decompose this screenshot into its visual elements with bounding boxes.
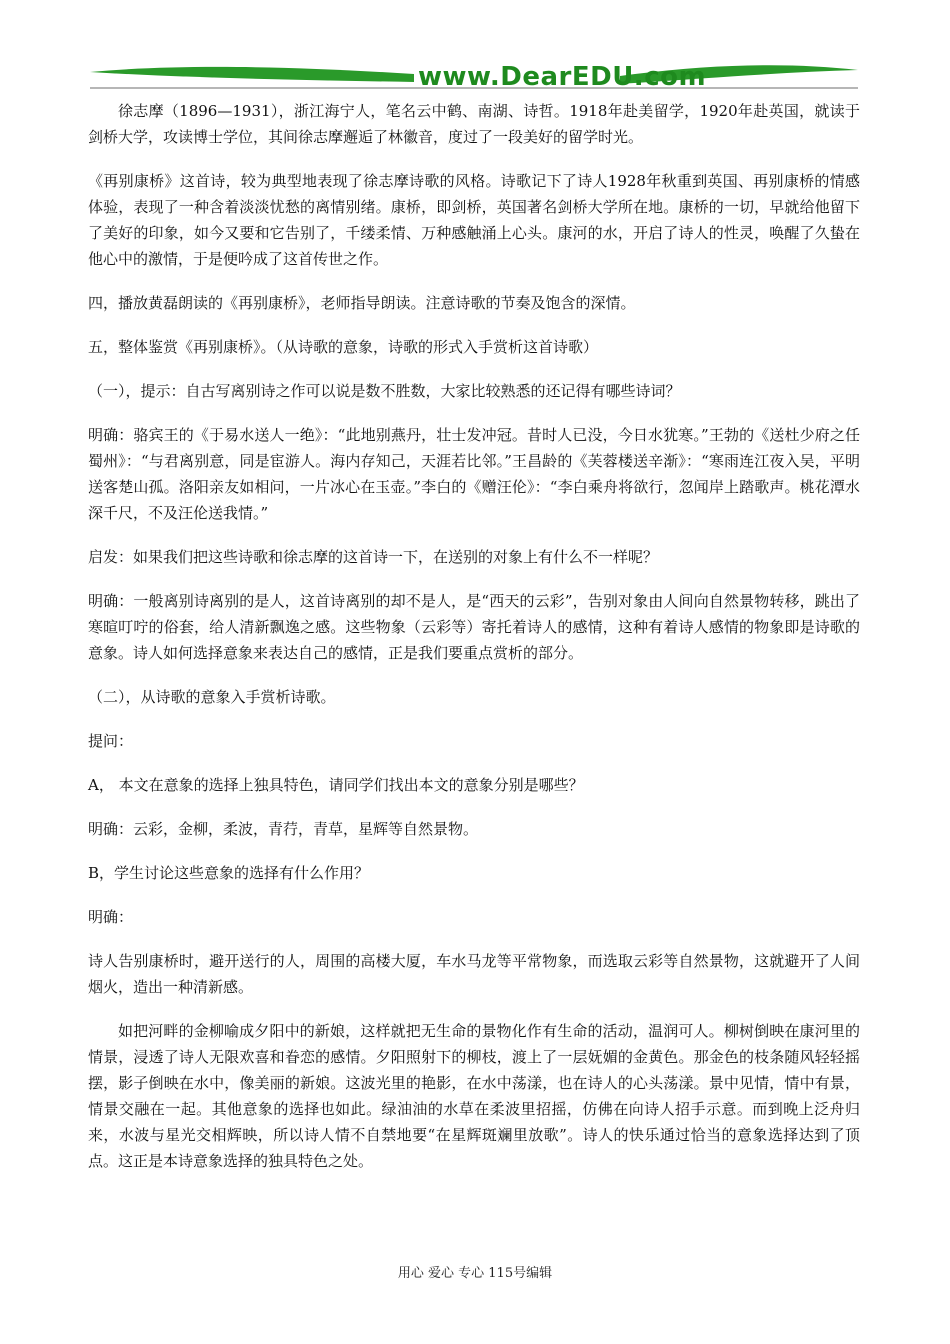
paragraph-poem-intro: 《再别康桥》这首诗，较为典型地表现了徐志摩诗歌的风格。诗歌记下了诗人1928年秋重到英国、再别康桥的情感体验，表现了一种含着淡淡忧愁的离情别绪。康桥，即剑桥，英国著名剑桥大学所在地。康桥的一切，早就给他留下了美好的印象，如今又要和它告别了，千缕柔情、万种感触涌上心头。康河的水，开启了诗人的性灵，唤醒了久蛰在他心中的激情，于是便吟成了这首传世之作。 — [88, 172, 860, 268]
paragraph-question: 提问： — [88, 732, 134, 750]
paragraph-inspiration: 启发：如果我们把这些诗歌和徐志摩的这首诗一下，在送别的对象上有什么不一样呢？ — [88, 548, 659, 566]
paragraph-hint-one: （一），提示：自古写离别诗之作可以说是数不胜数，大家比较熟悉的还记得有哪些诗词？ — [88, 382, 681, 400]
paragraph-section-five: 五，整体鉴赏《再别康桥》。（从诗歌的意象，诗歌的形式入手赏析这首诗歌） — [88, 338, 599, 356]
site-logo-text[interactable]: www.DearEDU.com — [418, 62, 707, 92]
paragraph-section-four: 四，播放黄磊朗读的《再别康桥》，老师指导朗读。注意诗歌的节奏及饱含的深情。 — [88, 294, 636, 312]
paragraph-answer-b-one: 诗人告别康桥时，避开送行的人，周围的高楼大厦，车水马龙等平常物象，而选取云彩等自然景物，这就避开了人间烟火，造出一种清新感。 — [88, 952, 860, 996]
paragraph-answer-imagery: 明确：一般离别诗离别的是人，这首诗离别的却不是人，是“西天的云彩”，告别对象由人间向自然景物转移，跳出了寒暄叮咛的俗套，给人清新飘逸之感。这些物象（云彩等）寄托着诗人的感情，这种有着诗人感情的物象即是诗歌的意象。诗人如何选择意象来表达自己的感情，正是我们要重点赏析的部分。 — [88, 592, 860, 662]
paragraph-question-a: A， 本文在意象的选择上独具特色，请同学们找出本文的意象分别是哪些？ — [88, 776, 584, 794]
paragraph-answer-b-label: 明确： — [88, 908, 134, 926]
paragraph-answer-poems: 明确：骆宾王的《于易水送人一绝》：“此地别燕丹，壮士发冲冠。昔时人已没，今日水犹寒。”王勃的《送杜少府之任蜀州》：“与君离别意，同是宦游人。海内存知己，天涯若比邻。”王昌龄的《芙蓉楼送辛渐》：“寒雨连江夜入吴，平明送客楚山孤。洛阳亲友如相问，一片冰心在玉壶。”李白的《赠汪伦》：“李白乘舟将欲行，忽闻岸上踏歌声。桃花潭水深千尺，不及汪伦送我情。” — [88, 426, 860, 522]
paragraph-hint-two: （二），从诗歌的意象入手赏析诗歌。 — [88, 688, 336, 706]
paragraph-question-b: B，学生讨论这些意象的选择有什么作用？ — [88, 864, 370, 882]
paragraph-answer-a: 明确：云彩，金柳，柔波，青荇，青草，星辉等自然景物。 — [88, 820, 479, 838]
paragraph-author-bio: 徐志摩（1896—1931），浙江海宁人，笔名云中鹤、南湖、诗哲。1918年赴美留学，1920年赴英国，就读于剑桥大学，攻读博士学位，其间徐志摩邂逅了林徽音，度过了一段美好的留学时光。 — [88, 102, 860, 146]
document-body — [88, 98, 860, 1174]
paragraph-answer-b-two: 如把河畔的金柳喻成夕阳中的新娘，这样就把无生命的景物化作有生命的活动，温润可人。柳树倒映在康河里的情景，浸透了诗人无限欢喜和眷恋的感情。夕阳照射下的柳枝，渡上了一层妩媚的金黄色。那金色的枝条随风轻轻摇摆，影子倒映在水中，像美丽的新娘。这波光里的艳影，在水中荡漾，也在诗人的心头荡漾。景中见情，情中有景，情景交融在一起。其他意象的选择也如此。绿油油的水草在柔波里招摇，仿佛在向诗人招手示意。而到晚上泛舟归来，水波与星光交相辉映，所以诗人情不自禁地要“在星辉斑斓里放歌”。诗人的快乐通过恰当的意象选择达到了顶点。这正是本诗意象选择的独具特色之处。 — [88, 1022, 860, 1170]
site-header — [88, 58, 860, 98]
page-footer: 用心 爱心 专心 115号编辑 — [397, 1266, 553, 1281]
